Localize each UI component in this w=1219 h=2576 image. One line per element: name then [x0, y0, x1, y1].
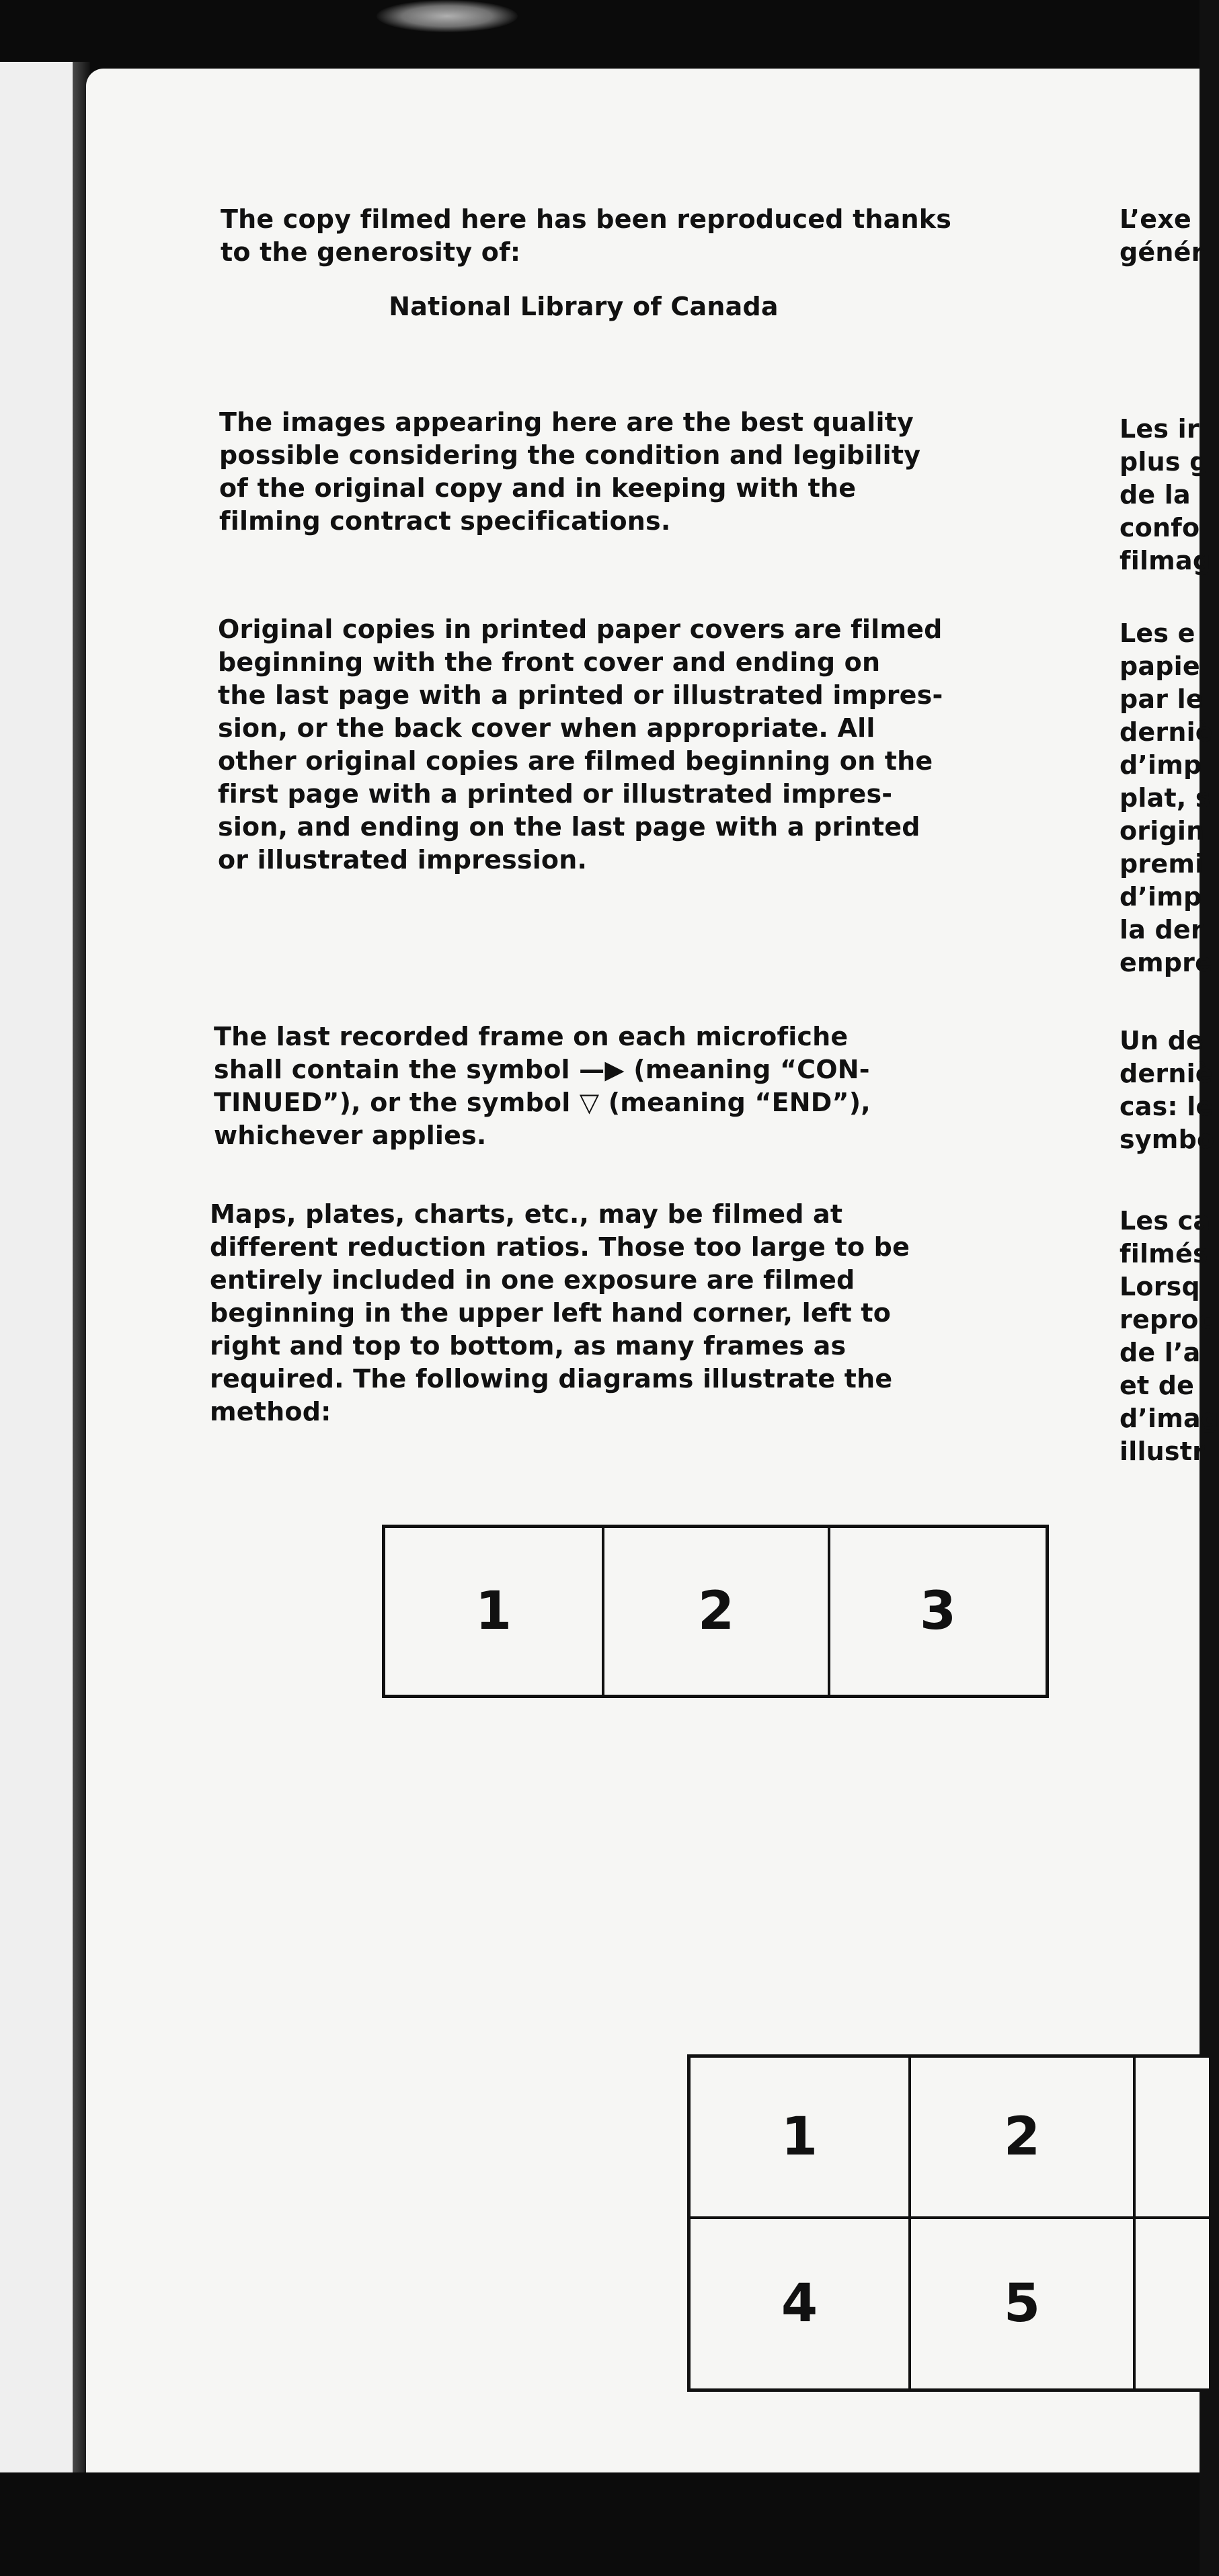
- previous-page-sliver: [0, 62, 82, 2482]
- frame-cell: 3: [919, 1581, 957, 1642]
- scanner-bottom-border: [0, 2472, 1200, 2576]
- thanks-text: The copy filmed here has been reproduced thanks to the generosity of:: [221, 204, 952, 267]
- six-frame-diagram: [687, 2054, 1212, 2392]
- french-text-3: Les e papie par le derniè d’imp plat, s origin premi d’imp la der empre: [1119, 618, 1213, 977]
- frame-cell: 5: [911, 2219, 1136, 2388]
- french-frame-fragment: [1119, 1024, 1215, 1159]
- french-text-5: Les ca filmés Lorsq reproc de l’a et de d’imag illustr: [1119, 1206, 1219, 1466]
- french-originals-fragment: [1119, 617, 1213, 983]
- french-text-1: L’exe génér: [1119, 204, 1204, 267]
- frame-cell: 1: [385, 1528, 604, 1695]
- scan-dust-artifact: [377, 0, 518, 32]
- institution-name: National Library of Canada: [389, 292, 779, 321]
- frame-cell: [1136, 2219, 1212, 2388]
- french-maps-fragment: [1119, 1205, 1219, 1474]
- frame-cell: 2: [604, 1528, 830, 1695]
- french-quality-fragment: [1119, 413, 1212, 581]
- frame-cell: 4: [691, 2219, 911, 2388]
- french-intro-fragment: [1119, 203, 1204, 284]
- three-frame-diagram: [382, 1525, 1049, 1698]
- french-text-4: Un de derniè cas: le symbo: [1119, 1026, 1215, 1154]
- frame-cell: 2: [911, 2058, 1136, 2219]
- french-text-2: Les ir plus g de la confo filmag: [1119, 414, 1212, 575]
- frame-cell: [1136, 2058, 1212, 2219]
- quality-paragraph: The images appearing here are the best quality possible considering the condition and legibility of the original copy and in keeping with the filming contract specifications.: [219, 407, 921, 536]
- maps-paragraph: Maps, plates, charts, etc., may be filmed at different reduction ratios. Those too large to be entirely included in one exposure are filmed beginning in the upper left hand corner, left to right and top to bottom, as many frames as required. The following diagrams illustrate the method:: [210, 1199, 910, 1426]
- last-frame-paragraph: The last recorded frame on each microfiche shall contain the symbol —▶ (meaning “CON- TINUED”), or the symbol ▽ (meaning “END”), whichever applies.: [214, 1022, 871, 1150]
- original-copies-paragraph: Original copies in printed paper covers are filmed beginning with the front cover and ending on the last page with a printed or illustrated impres- sion, or the back cover when appropriate. All other original copies are filmed beginning on the first page with a printed or illustrated impres- sion, and ending on the last page with a printed or illustrated impression.: [218, 614, 943, 875]
- frame-cell: 1: [691, 2058, 911, 2219]
